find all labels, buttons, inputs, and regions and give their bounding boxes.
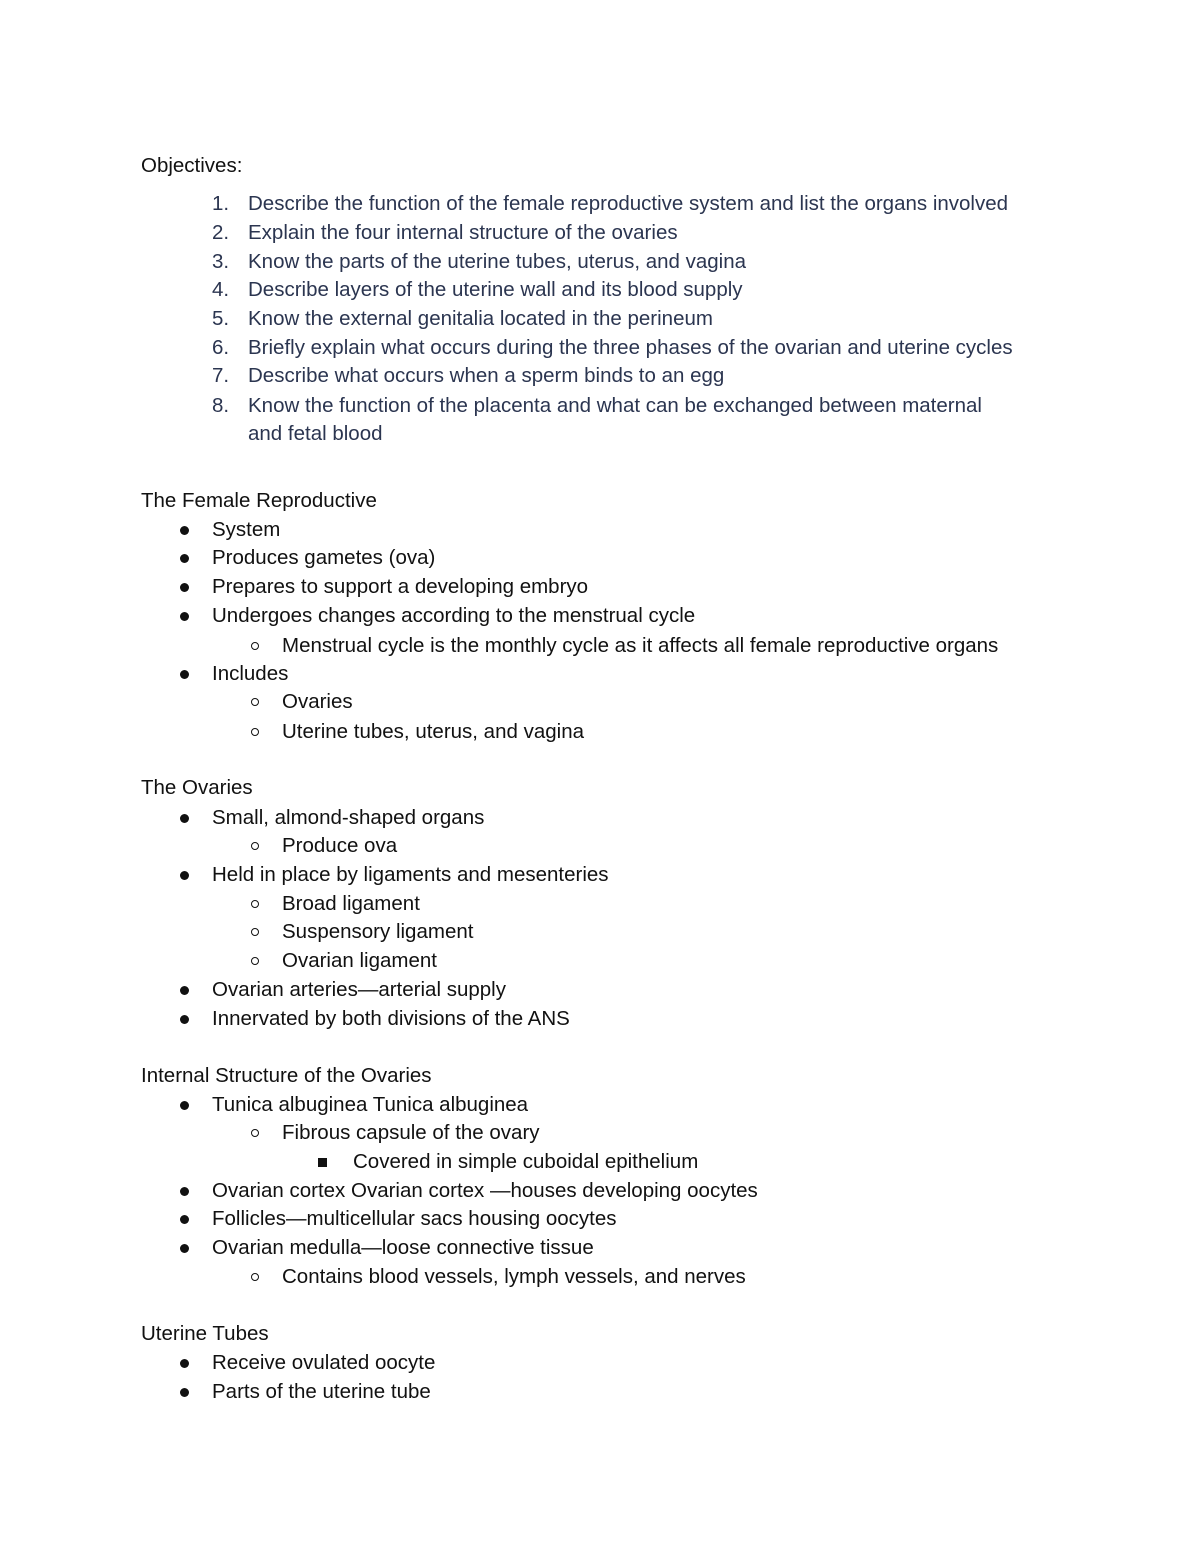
objective-number: 3.	[212, 250, 230, 273]
bullet-circle-icon	[251, 842, 259, 850]
objective-text: Describe layers of the uterine wall and its blood supply	[248, 278, 743, 301]
bullet-disc-icon	[180, 583, 189, 592]
section-heading-internal-structure: Internal Structure of the Ovaries	[141, 1064, 432, 1087]
list-item: Ovarian medulla—loose connective tissue	[212, 1236, 594, 1259]
bullet-circle-icon	[251, 1273, 259, 1281]
objective-number: 2.	[212, 221, 230, 244]
objective-number: 8.	[212, 394, 230, 417]
list-item: Produces gametes (ova)	[212, 546, 436, 569]
objective-text: Describe what occurs when a sperm binds to an egg	[248, 364, 725, 387]
list-item: Ovarian cortex Ovarian cortex —houses developing oocytes	[212, 1179, 758, 1202]
objective-text: Know the external genitalia located in the perineum	[248, 307, 713, 330]
bullet-disc-icon	[180, 1359, 189, 1368]
bullet-disc-icon	[180, 1388, 189, 1397]
list-item: System	[212, 518, 281, 541]
bullet-disc-icon	[180, 670, 189, 679]
objective-number: 1.	[212, 192, 230, 215]
bullet-circle-icon	[251, 728, 259, 736]
objective-text-continuation: and fetal blood	[248, 422, 383, 445]
bullet-disc-icon	[180, 1015, 189, 1024]
list-item: Tunica albuginea Tunica albuginea	[212, 1093, 529, 1116]
bullet-disc-icon	[180, 1187, 189, 1196]
section-heading-female-reproductive: The Female Reproductive	[141, 489, 377, 512]
bullet-disc-icon	[180, 1101, 189, 1110]
bullet-disc-icon	[180, 526, 189, 535]
list-item: Ovarian arteries—arterial supply	[212, 978, 506, 1001]
bullet-disc-icon	[180, 986, 189, 995]
bullet-square-icon	[318, 1158, 327, 1167]
sub-list-item: Uterine tubes, uterus, and vagina	[282, 720, 584, 743]
list-item: Small, almond-shaped organs	[212, 806, 485, 829]
list-item: Parts of the uterine tube	[212, 1380, 431, 1403]
bullet-circle-icon	[251, 900, 259, 908]
list-item: Undergoes changes according to the menstrual cycle	[212, 604, 696, 627]
objective-number: 4.	[212, 278, 230, 301]
sub-list-item: Ovarian ligament	[282, 949, 437, 972]
objective-text: Describe the function of the female reproductive system and list the organs involved	[248, 192, 1009, 215]
list-item: Prepares to support a developing embryo	[212, 575, 589, 598]
objective-number: 7.	[212, 364, 230, 387]
bullet-disc-icon	[180, 1244, 189, 1253]
bullet-disc-icon	[180, 612, 189, 621]
sub-sub-list-item: Covered in simple cuboidal epithelium	[353, 1150, 699, 1173]
sub-list-item: Suspensory ligament	[282, 920, 474, 943]
list-item: Receive ovulated oocyte	[212, 1351, 436, 1374]
section-heading-uterine-tubes: Uterine Tubes	[141, 1322, 269, 1345]
list-item: Innervated by both divisions of the ANS	[212, 1007, 570, 1030]
objectives-heading: Objectives:	[141, 154, 243, 177]
objective-text: Briefly explain what occurs during the three phases of the ovarian and uterine cycles	[248, 336, 1013, 359]
section-heading-ovaries: The Ovaries	[141, 776, 253, 799]
sub-list-item: Fibrous capsule of the ovary	[282, 1121, 540, 1144]
sub-list-item: Contains blood vessels, lymph vessels, and nerves	[282, 1265, 746, 1288]
list-item: Held in place by ligaments and mesenteries	[212, 863, 609, 886]
bullet-circle-icon	[251, 1129, 259, 1137]
objective-text: Know the function of the placenta and what can be exchanged between maternal	[248, 394, 982, 417]
sub-list-item: Produce ova	[282, 834, 398, 857]
bullet-circle-icon	[251, 957, 259, 965]
list-item: Follicles—multicellular sacs housing oocytes	[212, 1207, 617, 1230]
bullet-circle-icon	[251, 642, 259, 650]
bullet-circle-icon	[251, 928, 259, 936]
bullet-disc-icon	[180, 1215, 189, 1224]
bullet-disc-icon	[180, 871, 189, 880]
objective-text: Explain the four internal structure of the ovaries	[248, 221, 678, 244]
bullet-disc-icon	[180, 554, 189, 563]
bullet-circle-icon	[251, 698, 259, 706]
sub-list-item: Broad ligament	[282, 892, 420, 915]
bullet-disc-icon	[180, 814, 189, 823]
objective-number: 6.	[212, 336, 230, 359]
sub-list-item: Ovaries	[282, 690, 353, 713]
sub-list-item: Menstrual cycle is the monthly cycle as it affects all female reproductive organs	[282, 634, 999, 657]
objective-number: 5.	[212, 307, 230, 330]
list-item: Includes	[212, 662, 289, 685]
objective-text: Know the parts of the uterine tubes, uterus, and vagina	[248, 250, 747, 273]
